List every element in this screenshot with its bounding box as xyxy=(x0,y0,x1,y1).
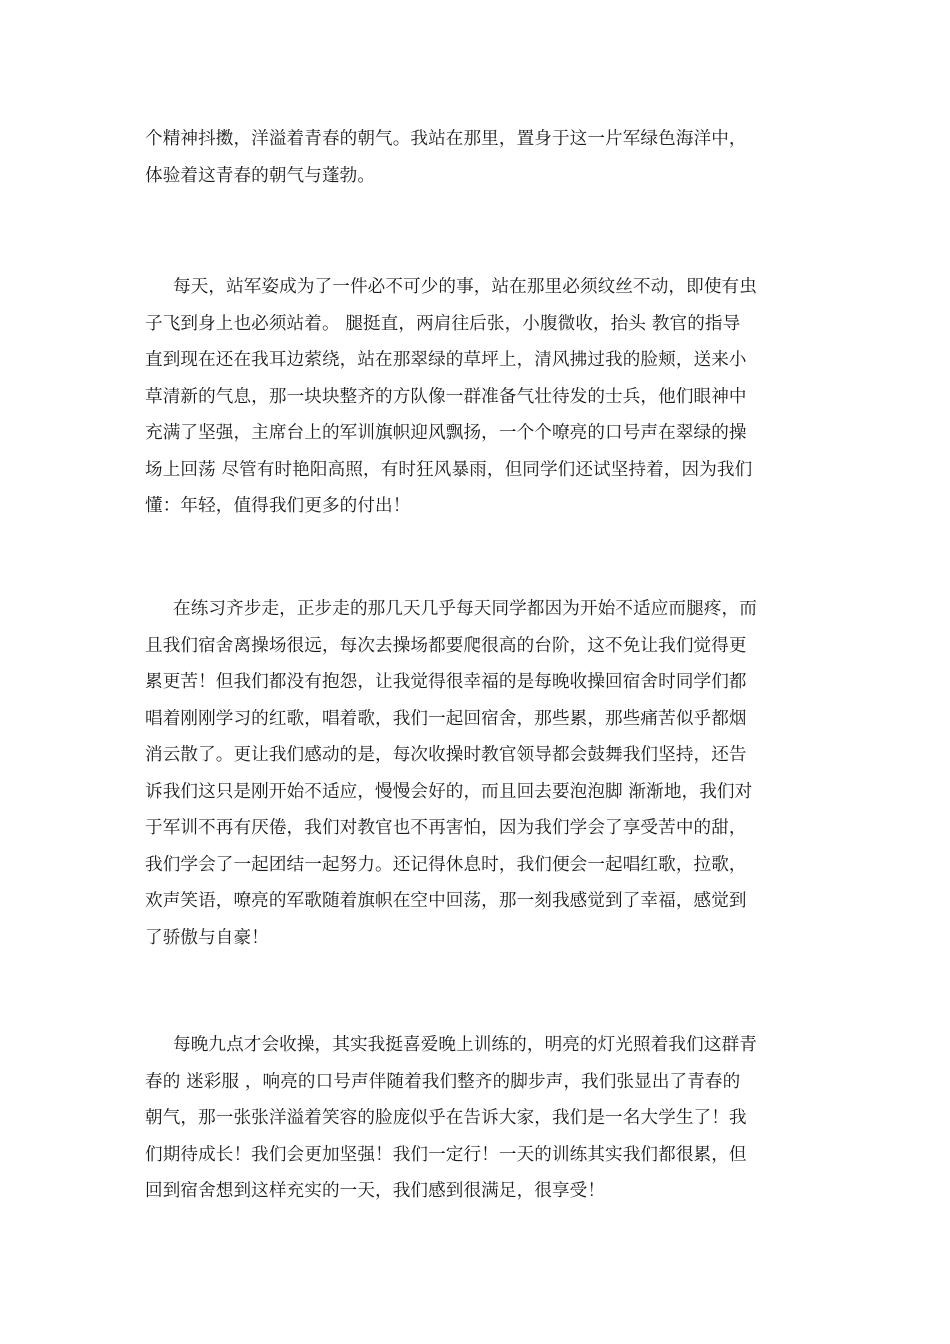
text-line-content: 每晚九点才会收操，其实我挺喜爱晚上训练的，明亮的灯光照着我们这群青 xyxy=(173,1035,757,1055)
text-line: 了骄傲与自豪！ xyxy=(145,927,269,948)
text-line xyxy=(145,269,813,306)
text-line: 们期待成长！我们会更加坚强！我们一定行！一天的训练其实我们都很累，但 xyxy=(145,1144,747,1165)
text-line: 欢声笑语，嘹亮的军歌随着旗帜在空中回荡，那一刻我感觉到了幸福，感觉到 xyxy=(145,891,747,911)
paragraph-2 xyxy=(145,269,813,525)
text-line: 体验着这青春的朝气与蓬勃。 xyxy=(145,165,376,186)
text-line: 懂：年轻，值得我们更多的付出！ xyxy=(145,496,411,516)
text-line xyxy=(145,1027,813,1064)
text-line: 消云散了。更让我们感动的是，每次收操时教官领导都会鼓舞我们坚持，还告 xyxy=(145,745,747,765)
text-line: 充满了坚强，主席台上的军训旗帜迎风飘扬，一个个嘹亮的口号声在翠绿的操 xyxy=(145,423,747,443)
paragraph-4 xyxy=(145,1027,813,1210)
paragraph-1 xyxy=(145,121,813,194)
text-line: 诉我们这只是刚开始不适应，慢慢会好的，而且回去要泡泡脚 渐渐地，我们对 xyxy=(145,781,753,802)
text-line: 于军训不再有厌倦，我们对教官也不再害怕，因为我们学会了享受苦中的甜， xyxy=(145,818,747,838)
text-line: 场上回荡 尽管有时艳阳高照，有时狂风暴雨，但同学们还试坚持着，因为我们 xyxy=(145,459,753,480)
text-line: 且我们宿舍离操场很远，每次去操场都要爬很高的台阶，这不免让我们觉得更 xyxy=(145,635,747,656)
text-line: 唱着刚刚学习的红歌，唱着歌，我们一起回宿舍，那些累，那些痛苦似乎都烟 xyxy=(145,708,747,729)
paragraph-3 xyxy=(145,591,813,956)
text-line: 子飞到身上也必须站着。 腿挺直，两肩往后张，小腹微收，抬头 教官的指导 xyxy=(145,313,741,334)
text-line: 累更苦！但我们都没有抱怨，让我觉得很幸福的是每晚收操回宿舍时同学们都 xyxy=(145,672,747,692)
text-line: 回到宿舍想到这样充实的一天，我们感到很满足，很享受！ xyxy=(145,1181,606,1201)
text-line xyxy=(145,591,813,628)
text-line: 直到现在还在我耳边萦绕，站在那翠绿的草坪上，清风拂过我的脸颊，送来小 xyxy=(145,350,747,370)
text-line: 草清新的气息，那一块块整齐的方队像一群准备气壮待发的士兵，他们眼神中 xyxy=(145,386,747,407)
text-line-content: 每天，站军姿成为了一件必不可少的事，站在那里必须纹丝不动，即使有虫 xyxy=(173,277,757,297)
text-line-content: 在练习齐步走，正步走的那几天几乎每天同学都因为开始不适应而腿疼，而 xyxy=(173,599,757,619)
text-line: 我们学会了一起团结一起努力。还记得休息时，我们便会一起唱红歌，拉歌， xyxy=(145,854,747,875)
text-line: 个精神抖擞，洋溢着青春的朝气。我站在那里，置身于这一片军绿色海洋中， xyxy=(145,129,747,149)
text-line: 春的 迷彩服 ，响亮的口号声伴随着我们整齐的脚步声，我们张显出了青春的 xyxy=(145,1071,741,1092)
text-line: 朝气，那一张张洋溢着笑容的脸庞似乎在告诉大家，我们是一名大学生了！我 xyxy=(145,1108,747,1128)
